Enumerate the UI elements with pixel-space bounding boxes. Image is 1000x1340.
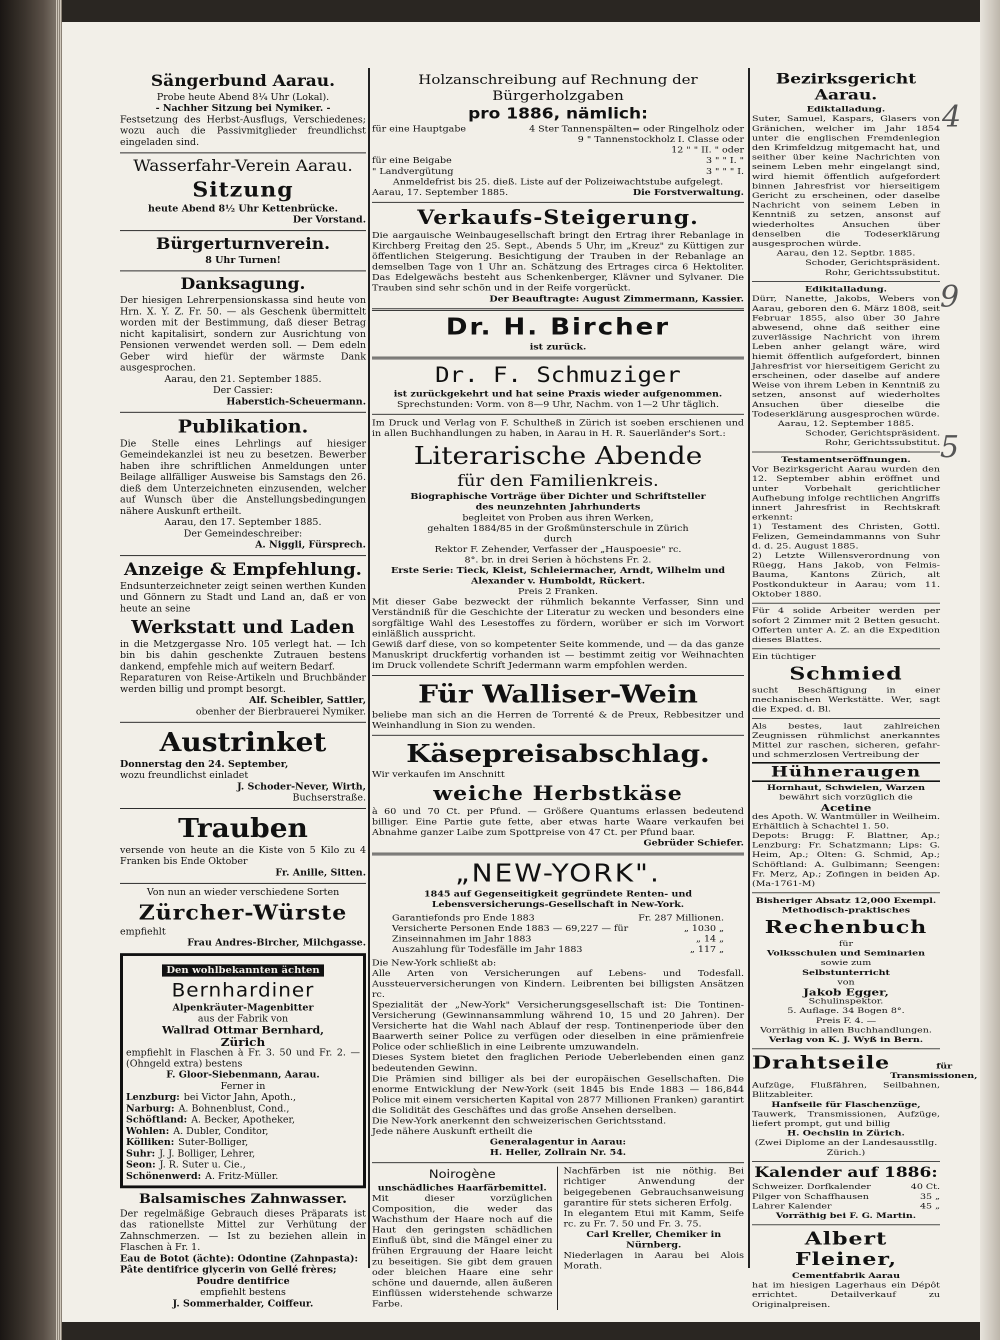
- pencil-mark-3: 5: [940, 430, 960, 465]
- anzeige-title: Anzeige & Empfehlung.: [124, 559, 362, 580]
- row-label: Auszahlung für Todesfälle im Jahr 1883: [392, 945, 583, 955]
- sitzung-sign: Der Vorstand.: [292, 215, 366, 226]
- row-value: 35 „: [919, 1192, 940, 1202]
- row-value: „ 14 „: [696, 934, 724, 945]
- row-label: Suhr:: [126, 1148, 156, 1160]
- column-rule-left: [368, 68, 370, 1268]
- table-row: [372, 167, 744, 178]
- bernhardiner-box: [120, 953, 366, 1188]
- row-value: 3 " " " I.: [705, 166, 744, 177]
- noirogene-sub: unschädliches Haarfärbemittel.: [377, 1183, 547, 1194]
- drahtseile-sub: für Transmissionen,: [890, 1062, 978, 1081]
- row-value: bei Victor Jahn, Apoth.,: [183, 1092, 297, 1104]
- literar-t9: Erste Serie: Tieck, Kleist, Schleiermacher, Arndt, Wilhelm und: [390, 566, 726, 576]
- rechen-t12: Vorräthig in allen Buchhandlungen.: [760, 1026, 932, 1035]
- literar-body2: Gewiß darf diese, von so kompetenter Seite kommende, und — da das ganze Manuskript druckfertig vorhanden ist — bestimmt zeitig vor Weihnachten im Druck vollendete Schrift Jedermann warm empfohlen werden.: [372, 639, 744, 671]
- row-label: Garantiefonds pro Ende 1883: [392, 913, 535, 924]
- austrinket-address: Buchserstraße.: [292, 793, 366, 804]
- kaese-sub: weiche Herbstkäse: [433, 782, 683, 806]
- noirogene-heading: Noirogène: [428, 1168, 496, 1182]
- bernhardiner-badge: Den wohlbekannten ächten: [162, 964, 323, 976]
- schmuziger-heading: Dr. F. Schmuziger: [435, 362, 681, 388]
- literar-t7: Rektor F. Zehender, Verfasser der „Hauspoesie" rc.: [434, 544, 682, 555]
- edikt2-sign2: Rohr, Gerichtssubstitut.: [824, 438, 940, 448]
- schmied-intro: Ein tüchtiger: [752, 652, 816, 662]
- buergerturn-text: 8 Uhr Turnen!: [205, 255, 281, 266]
- zimmer-ad: Für 4 solide Arbeiter werden per sofort 2 Zimmer mit 2 Betten gesucht. Offerten unter A. Z. an die Expedition dieses Blattes.: [752, 606, 940, 645]
- verkauf-body: Die aargauische Weinbaugesellschaft bringt den Ertrag ihrer Rebanlage in Kirchberg Freitag den 25. Sept., Abends 5 Uhr, im „Kreuz" zu Küttigen zur öffentlichen Steigerung. Besichtigung der Trauben in der Rebanlage an demselben Tage von 1 Uhr an. Schätzung des Ertrages circa 6 Hektoliter. Das Edelgewächs besteht aus Schenkenberger, Klävner und Sylvaner. Die Trauben sind sehr schön und in der Reife vorgerückt.: [372, 230, 744, 294]
- zahnwasser-sign: J. Sommerhalder, Coiffeur.: [172, 1298, 314, 1310]
- row-label: Narburg:: [126, 1103, 175, 1115]
- literar-t6: durch: [543, 534, 573, 545]
- huehner-heading: Hühneraugen: [752, 762, 940, 782]
- fleiner-text: hat im hiesigen Lagerhaus ein Dépôt errichtet. Detailverkauf zu Originalpreisen.: [752, 1281, 940, 1310]
- drahtseile-t2: Hanfseile für Flaschenzüge,: [771, 1100, 921, 1110]
- newyork-agent: H. Heller, Zollrain Nr. 54.: [489, 1148, 627, 1158]
- row-value: Suter-Bolliger,: [178, 1137, 249, 1148]
- bernhardiner-city: Zürich: [220, 1035, 266, 1049]
- anzeige-body: in die Metzgergasse Nro. 105 verlegt hat. — Ich bin bis dahin geschenkte Zutrauen bestens dankend, empfehle mich auf weitern Bedarf.: [120, 639, 366, 673]
- literar-t8: 8°. br. in drei Serien à höchstens Fr. 2.: [464, 555, 652, 566]
- noirogene-ad: [372, 1167, 744, 1310]
- literar-t2: Biographische Vorträge über Dichter und Schriftsteller: [410, 492, 706, 502]
- austrinket-text: wozu freundlichst einladet: [120, 770, 249, 781]
- holz-sign: Die Forstverwaltung.: [632, 187, 744, 198]
- noirogene-body: Mit dieser vorzüglichen Composition, die weder das Wachsthum der Haare noch auf die Haut den geringsten schädlichen Einfluß übt, sind die Mängel einer zu frühen Ergrauung der Haare leicht zu beseitigen. Sie gibt dem grauen oder bleichen Haare eine sehr schöne und dauernde, allen äußeren Einflüssen widerstehende schwarze Farbe.: [372, 1193, 553, 1310]
- drahtseile-maker: H. Oechslin in Zürich.: [787, 1129, 905, 1138]
- table-row: [372, 135, 744, 146]
- zahnwasser-item3: Poudre dentifrice: [196, 1276, 290, 1287]
- huehner-t3: bewährt sich vorzüglich die: [779, 793, 913, 802]
- sitzung-text: heute Abend 8½ Uhr Kettenbrücke.: [148, 203, 338, 215]
- row-label: Zinseinnahmen im Jahr 1883: [392, 934, 532, 945]
- drahtseile-diploma: (Zwei Diplome an der Landesausstllg. Zürich.): [754, 1138, 938, 1158]
- huehner-product: Acetine: [820, 802, 872, 814]
- wuerste-intro: Von nun an wieder verschiedene Sorten: [146, 887, 340, 898]
- row-value: „ 117 „: [689, 945, 724, 955]
- publikation-role: Der Gemeindeschreiber:: [183, 528, 303, 540]
- row-value: A. Fritz-Müller.: [205, 1171, 279, 1182]
- table-row: [126, 1160, 360, 1171]
- newyork-t3: Alle Arten von Versicherungen auf Lebens- und Todesfall. Aussteuerversicherungen von Kindern. Leibrenten bei billigsten Ansätzen rc.: [372, 968, 744, 1000]
- literar-t5: gehalten 1884/85 in der Großmünsterschule in Zürich: [427, 523, 689, 534]
- row-label: Seon:: [126, 1160, 156, 1171]
- bernhardiner-heading: Bernhardiner: [171, 978, 315, 1001]
- zahnwasser-item1: Eau de Botot (ächte): Odontine (Zahnpasta):: [120, 1253, 358, 1265]
- newyork-t4: Spezialität der „New-York" Versicherungsgesellschaft ist: Die Tontinen-Versicherung (Gewinnansammlung während 10, 15 und 20 Jahren). Der Versicherte hat die Wahl nach Ablauf der resp. Tontinenperiode über den Baarwerth seiner Police zu verfügen oder dieselben in eine prämienfreie Police oder schließlich in eine Leibrente umzuwandeln.: [372, 1000, 744, 1053]
- wasserfahr-title: Wasserfahr-Verein Aarau.: [133, 157, 353, 176]
- drahtseile-heading: Drahtseile: [752, 1052, 891, 1074]
- edikt2-body: Dürr, Nanette, Jakobs, Webers von Aarau, geboren den 6. März 1808, seit Februar 1855, also über 30 Jahre abwesend, ohne daß seither eine zuverlässige Nachricht von ihrem Leben anher gelangt wäre, wird hiemit öffentlich aufgefordert, binnen Jahresfrist vor hierseitigem Gericht zu erscheinen, oder daselbe auf andere Weise von ihrem Leben in Kenntniß zu setzen, ansonst auf wiederholtes Ansuchen über dieselbe die Todeserklärung ausgesprochen würde.: [752, 294, 940, 419]
- literar-t3: des neunzehnten Jahrhunderts: [475, 502, 641, 513]
- holz-heading: pro 1886, nämlich:: [468, 105, 648, 123]
- middle-column: [372, 70, 744, 1310]
- kaese-intro: Wir verkaufen im Anschnitt: [372, 770, 505, 780]
- row-value: 12 " " II. " oder: [671, 145, 744, 156]
- publikation-title: Publikation.: [177, 416, 309, 438]
- publikation-sign: A. Niggli, Fürsprech.: [255, 540, 366, 551]
- schmuziger-hours: Sprechstunden: Vorm. von 8—9 Uhr, Nachm. von 1—2 Uhr täglich.: [396, 399, 720, 410]
- table-row: [372, 156, 744, 167]
- table-row: [126, 1171, 360, 1182]
- holz-deadline: Anmeldefrist bis 25. dieß. Liste auf der Polizeiwachtstube aufgelegt.: [392, 177, 724, 187]
- table-row: [126, 1093, 360, 1104]
- kalender-seller: Vorräthig bei F. G. Martin.: [775, 1211, 917, 1221]
- rechen-t3: für: [838, 939, 854, 949]
- austrinket-heading: Austrinket: [159, 726, 327, 758]
- holz-date: Aarau, 17. September 1885.: [372, 187, 509, 198]
- table-row: [752, 1183, 940, 1193]
- danksagung-body: Der hiesigen Lehrerpensionskassa sind heute von Hrn. X. Y. Z. Fr. 50. — als Geschenk übermittelt worden mit der Bestimmung, daß dieser Betrag nicht kapitalisirt, sondern zur Ausrichtung von Pensionen verwendet werden soll. — Dem edeln Geber wird hiefür der wärmste Dank ausgesprochen.: [120, 295, 366, 374]
- row-value: 9 " Tannenstockholz I. Classe oder: [577, 135, 744, 145]
- bircher-text: ist zurück.: [529, 342, 587, 353]
- bernhardiner-price: empfiehlt in Flaschen à Fr. 3. 50 und Fr. 2. — (Ohngeld extra) bestens: [126, 1047, 360, 1070]
- table-row: [126, 1149, 360, 1160]
- rechen-heading: Rechenbuch: [764, 917, 928, 938]
- bezirk-date: Aarau, den 12. Septbr. 1885.: [776, 249, 916, 258]
- row-label: Schweizer. Dorfkalender: [752, 1182, 871, 1192]
- anzeige-text: Endsunterzeichneter zeigt seinen werthen Kunden und Gönnern zu Stadt und Land an, daß er von heute an seine: [120, 581, 366, 615]
- table-row: [372, 125, 744, 136]
- pencil-mark-1: 4: [942, 100, 962, 135]
- row-value: Fr. 287 Millionen.: [638, 913, 724, 924]
- table-row: [372, 146, 744, 157]
- literar-intro: Im Druck und Verlag von F. Schultheß in Zürich ist soeben erschienen und in allen Buchhandlungen zu haben, in Aarau in H. R. Sauerländer's Sort.:: [372, 418, 744, 439]
- row-value: 4 Ster Tannenspälten= oder Ringelholz oder: [529, 124, 744, 135]
- schmuziger-text: ist zurückgekehrt und hat seine Praxis wieder aufgenommen.: [393, 389, 723, 399]
- newyork-t6: Die Prämien sind billiger als bei der europäischen Gesellschaften. Die enorme Entwicklung der New-York (seit 1845 bis Ende 1883 — 186,844 Police mit einem versicherten Kapital von 2877 Millionen Franken) garantirt die Solidität des Geschäftes und das große Ansehen derselben.: [372, 1074, 744, 1116]
- rechen-t5: sowie zum: [820, 958, 872, 968]
- walliser-heading: Für Walliser-Wein: [418, 679, 698, 709]
- newyork-table: [392, 913, 724, 955]
- verkauf-sign: Der Beauftragte: August Zimmermann, Kassier.: [489, 294, 744, 304]
- bernhardiner-from: aus der Fabrik von: [197, 1014, 289, 1025]
- row-value: A. Becker, Apotheker,: [191, 1115, 296, 1126]
- trauben-text: versende von heute an die Kiste von 5 Kilo zu 4 Franken bis Ende Oktober: [120, 845, 366, 868]
- book-binding: [0, 0, 62, 1340]
- werkstatt-heading: Werkstatt und Laden: [131, 616, 355, 638]
- row-label: Schöftland:: [126, 1115, 188, 1126]
- bernhardiner-seller: F. Gloor-Siebenmann, Aarau.: [166, 1070, 320, 1081]
- row-label: Lahrer Kalender: [752, 1202, 832, 1211]
- fleiner-sub: Cementfabrik Aarau: [792, 1271, 900, 1281]
- drahtseile-header: [752, 1052, 978, 1081]
- bernhardiner-also: Ferner in: [220, 1081, 266, 1092]
- sitzung-heading: Sitzung: [192, 177, 294, 203]
- saengerbund-title: Sängerbund Aarau.: [150, 71, 336, 91]
- huehner-depots: Depots: Brugg: F. Blattner, Ap.; Lenzburg: Fr. Schatzmann; Lips: G. Heim, Ap.; Olten: G. Schmid, Ap.; Schöftland: A. Gulbimann; Seengen: Fr. Merz, Ap.; Zofingen in beiden Ap. (Ma-1761-M): [752, 831, 940, 889]
- row-label: " Landvergütung: [372, 166, 454, 177]
- wuerste-text: empfiehlt: [120, 926, 166, 938]
- newyork-agency: Generalagentur in Aarau:: [489, 1137, 627, 1148]
- testament-t3: 2) Letzte Willensverordnung von Rüegg, Hans Jakob, von Felmis-Bauma, Kantons Zürich, alt Postkondukteur in Aarau; vom 11. Oktober 1880.: [752, 551, 940, 599]
- zahnwasser-body: Der regelmäßige Gebrauch dieses Präparats ist das rationellste Mittel zur Verhütung der Zahnschmerzen. — Ist zu beziehen allein in Flaschen à Fr. 1.: [120, 1208, 366, 1253]
- rechen-author: Jakob Egger,: [803, 986, 889, 998]
- publikation-date: Aarau, den 17. September 1885.: [164, 517, 322, 528]
- row-label: für eine Hauptgabe: [372, 124, 467, 135]
- noirogene-t3: Nachfärben ist nie nöthig. Bei richtiger Anwendung der beigegebenen Gebrauchsanweisung garantire für stets sicheren Erfolg.: [563, 1166, 744, 1208]
- testament-t2: 1) Testament des Christen, Gottl. Felizen, Gemeindammanns von Suhr d. d. 25. August 1885.: [752, 522, 940, 551]
- kalender-table: [752, 1183, 940, 1212]
- row-value: „ 1030 „: [683, 923, 724, 934]
- rechen-t9: Schulinspektor.: [808, 997, 884, 1006]
- newyork-t2: Die New-York schließt ab:: [372, 958, 497, 968]
- bernhardiner-sub: Alpenkräuter-Magenbitter: [172, 1002, 314, 1014]
- newyork-t5: Dieses System bietet den fraglichen Periode Ueberlebenden einen ganz bedeutenden Gewinn.: [372, 1053, 744, 1074]
- bezirk-sign2: Rohr, Gerichtssubstitut.: [824, 268, 940, 278]
- row-value: 40 Ct.: [910, 1182, 940, 1192]
- literar-price: Preis 2 Franken.: [518, 587, 598, 597]
- kaese-heading: Käsepreisabschlag.: [406, 739, 710, 769]
- page-edge: [980, 0, 1000, 1340]
- zahnwasser-title: Balsamisches Zahnwasser.: [139, 1191, 347, 1207]
- anzeige-sign: Alf. Scheibler, Sattler,: [249, 695, 366, 706]
- saengerbund-body: Festsetzung des Herbst-Ausflugs, Verschiedenes; wozu auch die Passivmitglieder freundlichst eingeladen sind.: [120, 114, 366, 148]
- bezirk-title: Bezirksgericht Aarau.: [775, 71, 917, 104]
- huehner-intro: Als bestes, laut zahlreichen Zeugnissen rühmlichst anerkanntes Mittel zur raschen, sicheren, gefahr- und schmerzlosen Vertreibung der: [752, 722, 940, 760]
- bircher-heading: Dr. H. Bircher: [445, 314, 671, 341]
- literar-t4: begleitet von Proben aus ihren Werken,: [462, 513, 654, 523]
- row-label: Versicherte Personen Ende 1883 — 69,227 — für: [392, 923, 629, 934]
- noirogene-t4: In elegantem Etui mit Kamm, Seife rc. zu Fr. 7. 50 und Fr. 3. 75.: [563, 1208, 744, 1230]
- table-row: [126, 1126, 360, 1137]
- zahnwasser-recommend: empfiehlt bestens: [200, 1287, 286, 1298]
- bezirk-sign1: Schoder, Gerichtspräsident.: [805, 258, 940, 268]
- danksagung-sign: Haberstich-Scheuermann.: [226, 396, 366, 408]
- austrinket-date: Donnerstag den 24. September,: [120, 759, 289, 770]
- row-value: A. Dubler, Conditor,: [173, 1126, 269, 1137]
- rechen-t2: Methodisch-praktisches: [781, 906, 911, 915]
- row-label: Pilger von Schaffhausen: [752, 1192, 869, 1202]
- column-rule-right: [748, 68, 750, 1268]
- row-label: Kölliken:: [126, 1137, 175, 1148]
- row-value: A. Bohnenblust, Cond.,: [178, 1103, 290, 1115]
- kalender-heading: Kalender auf 1886:: [754, 1165, 938, 1182]
- row-value: J. J. Bolliger, Lehrer,: [159, 1148, 256, 1160]
- drahtseile-t3: Tauwerk, Transmissionen, Aufzüge, liefert prompt, gut und billig: [752, 1110, 940, 1129]
- fleiner-heading: Albert Fleiner,: [795, 1228, 897, 1270]
- newyork-t8: Jede nähere Auskunft ertheilt die: [372, 1127, 533, 1137]
- anzeige-repairs: Reparaturen von Reise-Artikeln und Bruchbänder werden billig und prompt besorgt.: [120, 673, 366, 695]
- left-column: [120, 70, 366, 1310]
- wuerste-sign: Frau Andres-Bircher, Milchgasse.: [187, 938, 366, 949]
- zahnwasser-item2: Pâte dentifrice glycerin von Gellé frères;: [120, 1265, 337, 1276]
- row-value: 3 " " I. ": [705, 156, 744, 166]
- anzeige-address: obenher der Bierbrauerei Nymiker.: [195, 706, 366, 718]
- testament-body: Vor Bezirksgericht Aarau wurden den 12. September abhin eröffnet und unter Vorbehalt gerichtlicher Aufhebung infolge rechtlichen Angriffs innert Jahresfrist in Rechtskraft erkennt:: [752, 465, 940, 522]
- danksagung-role: Der Cassier:: [213, 385, 273, 396]
- table-row: [126, 1115, 360, 1126]
- trauben-heading: Trauben: [178, 812, 308, 844]
- buergerturn-title: Bürgerturnverein.: [155, 234, 331, 254]
- danksagung-date: Aarau, den 21. September 1885.: [164, 374, 322, 385]
- rechen-publisher: Verlag von K. J. Wyß in Bern.: [768, 1035, 924, 1045]
- kaese-body: à 60 und 70 Ct. per Pfund. — Größere Quantums erlassen bedeutend billiger. Eine Partie gute fette, aber etwas harte Waare verkaufen bei Abnahme ganzer Laibe zum Spottpreise von 47 Ct. per Pfund baar.: [372, 806, 744, 838]
- literar-body: Mit dieser Gabe bezweckt der rühmlich bekannte Verfasser, Sinn und Verständniß für die Geschichte der Literatur zu wecken und besonders eine sorgfältige Wahl des Lesestoffes zu fördern, worüber er sich im Vorwort einläßlich ausspricht.: [372, 597, 744, 639]
- pencil-mark-2: 9: [940, 280, 960, 315]
- table-row: [752, 1202, 940, 1212]
- saengerbund-text: Probe heute Abend 8¼ Uhr (Lokal).: [156, 92, 330, 103]
- newyork-t7: Die New-York anerkennt den schweizerischen Gerichtsstand.: [372, 1116, 667, 1127]
- literar-t10: Alexander v. Humboldt, Rückert.: [470, 576, 645, 587]
- table-row: [392, 945, 724, 956]
- row-label: für eine Beigabe: [372, 156, 452, 166]
- wuerste-heading: Zürcher-Würste: [138, 900, 348, 926]
- rechen-t10: 5. Auflage. 34 Bogen 8°.: [787, 1006, 905, 1016]
- noirogene-maker: Carl Kreller, Chemiker in Nürnberg.: [586, 1229, 722, 1251]
- schmied-heading: Schmied: [789, 663, 903, 685]
- danksagung-title: Danksagung.: [180, 275, 306, 294]
- kaese-sign: Gebrüder Schiefer.: [643, 838, 744, 849]
- rechen-t4: Volksschulen und Seminarien: [766, 949, 926, 958]
- rechen-t6: Selbstunterricht: [802, 968, 890, 978]
- bezirk-sub: Ediktalladung.: [806, 105, 886, 114]
- row-label: Schönenwerd:: [126, 1171, 202, 1182]
- holz-table: [372, 125, 744, 178]
- edikt2-date: Aarau, 12. September 1885.: [777, 419, 915, 429]
- walliser-text: beliebe man sich an die Herren de Torrenté & de Preux, Rebbesitzer und Weinhandlung in Sion zu wenden.: [372, 710, 744, 731]
- edikt2-sub: Edikitalladung.: [804, 285, 887, 294]
- table-row: [752, 1192, 940, 1202]
- bernhardiner-list: [126, 1093, 360, 1183]
- publikation-body: Die Stelle eines Lehrlings auf hiesiger Gemeindekanzlei ist neu zu besetzen. Bewerber haben ihre schriftlichen Anmeldungen unter Beilage allfälliger Ausweise bis Samstags den 26. dieß dem Unterzeichneten einzusenden, welcher auf Wunsch über die Anstellungsbedingungen nähere Auskunft ertheilt.: [120, 439, 366, 517]
- newyork-sub: 1845 auf Gegenseitigkeit gegründete Renten- und Lebensversicherungs-Gesellschaft in New-York.: [424, 889, 692, 910]
- row-label: Wohlen:: [126, 1126, 170, 1137]
- testament-sub: Testamentseröffnungen.: [781, 455, 911, 465]
- bernhardiner-maker: Wallrad Ottmar Bernhard,: [162, 1024, 324, 1037]
- noirogene-depot: Niederlagen in Aarau bei Alois Morath.: [563, 1251, 744, 1272]
- row-value: J. R. Suter u. Cie.,: [159, 1160, 246, 1171]
- right-column: [752, 70, 978, 1310]
- rechen-t7: von: [837, 978, 855, 987]
- rechen-price: Preis F. 4. —: [815, 1016, 877, 1026]
- table-row: [126, 1138, 360, 1149]
- edikt2-sign1: Schoder, Gerichtspräsident.: [805, 429, 940, 438]
- row-value: 45 „: [919, 1202, 940, 1211]
- table-row: [126, 1104, 360, 1115]
- bezirk-body: Suter, Samuel, Kaspars, Glasers von Gränichen, welcher im Jahr 1854 unter die englischen Fremdenlegion den Krimfeldzug mitgemacht hat, und seither über keine Nachrichten von seinem Leben mehr eingelangt sind, wird hiemit öffentlich aufgefordert binnen Jahresfrist vor hierseitigem Gericht zu erscheinen, oder daselbe Nachricht von seinem Leben in Kenntniß zu setzen, ansonst auf wiederholtes Ansuchen über denselben die Todeserklärung ausgesprochen würde.: [752, 114, 940, 249]
- saengerbund-note: - Nachher Sitzung bei Nymiker. -: [155, 103, 331, 115]
- table-row: [392, 924, 724, 935]
- row-label: Lenzburg:: [126, 1092, 180, 1104]
- trauben-sign: Fr. Anille, Sitten.: [275, 867, 366, 879]
- drahtseile-t1: Aufzüge, Flußfähren, Seilbahnen, Blitzableiter.: [752, 1081, 940, 1100]
- huehner-sub: Hornhaut, Schwielen, Warzen: [766, 783, 926, 793]
- verkauf-title: Verkaufs-Steigerung.: [417, 206, 699, 230]
- rechen-sales: Bisheriger Absatz 12,000 Exempl.: [755, 896, 937, 906]
- austrinket-sign: J. Schoder-Never, Wirth,: [237, 781, 366, 793]
- table-row: [392, 913, 724, 924]
- literar-heading: Literarische Abende: [413, 441, 703, 471]
- literar-sub: für den Familienkreis.: [457, 471, 659, 491]
- newyork-heading: „NEW-YORK".: [455, 858, 661, 888]
- table-row: [392, 934, 724, 945]
- holz-title: Holzanschreibung auf Rechnung der Bürgerholzgaben: [418, 71, 698, 104]
- schmied-text: sucht Beschäftigung in einer mechanischen Werkstätte. Wer, sagt die Exped. d. Bl.: [752, 686, 940, 714]
- huehner-t5: des Apoth. W. Wantmüller in Weilheim. Erhältlich à Schachtel 1. 50.: [752, 812, 940, 831]
